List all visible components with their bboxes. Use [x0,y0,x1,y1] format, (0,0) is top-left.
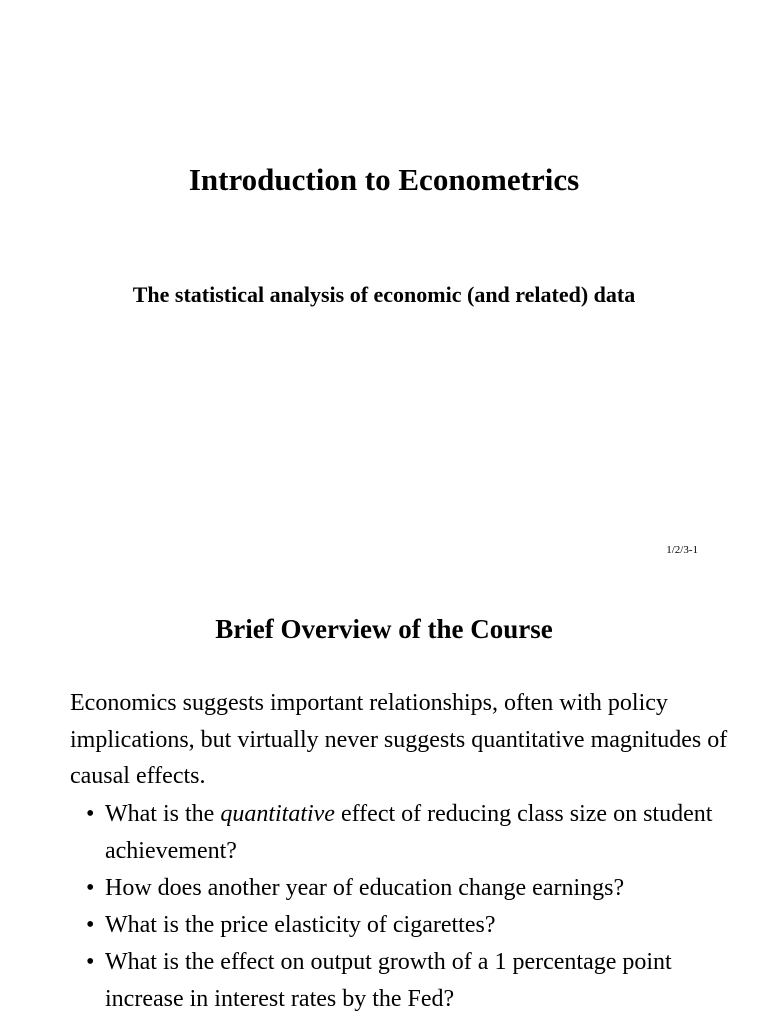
list-item [86,907,726,944]
bullet-icon: • [86,875,95,901]
slide-subtitle: The statistical analysis of economic (and related) data [132,282,636,307]
bullet-text-post: effect of reducing class size on student achievement? [105,801,713,864]
list-item [86,944,726,1018]
intro-paragraph: Economics suggests important relationships, often with policy implications, but virtually never suggests quantitative magnitudes of causal effects. [70,690,728,789]
bullet-icon: • [86,912,95,938]
bullet-text: What is the price elasticity of cigarettes? [105,912,496,938]
list-item [86,796,726,870]
bullet-text: What is the effect on output growth of a 1 percentage point increase in interest rates by the Fed? [105,949,672,1012]
bullet-emphasis: quantitative [220,801,335,827]
page-number: 1/2/3-1 [666,544,698,556]
slide-title: Introduction to Econometrics [188,162,580,197]
bullet-text: How does another year of education change earnings? [105,875,625,901]
slide-title: Brief Overview of the Course [215,614,553,644]
bullet-icon: • [86,801,95,827]
slide-course-overview [0,600,768,1024]
question-list [86,796,726,1018]
bullet-icon: • [86,949,95,975]
list-item [86,870,726,907]
bullet-text-pre: What is the [105,801,221,827]
